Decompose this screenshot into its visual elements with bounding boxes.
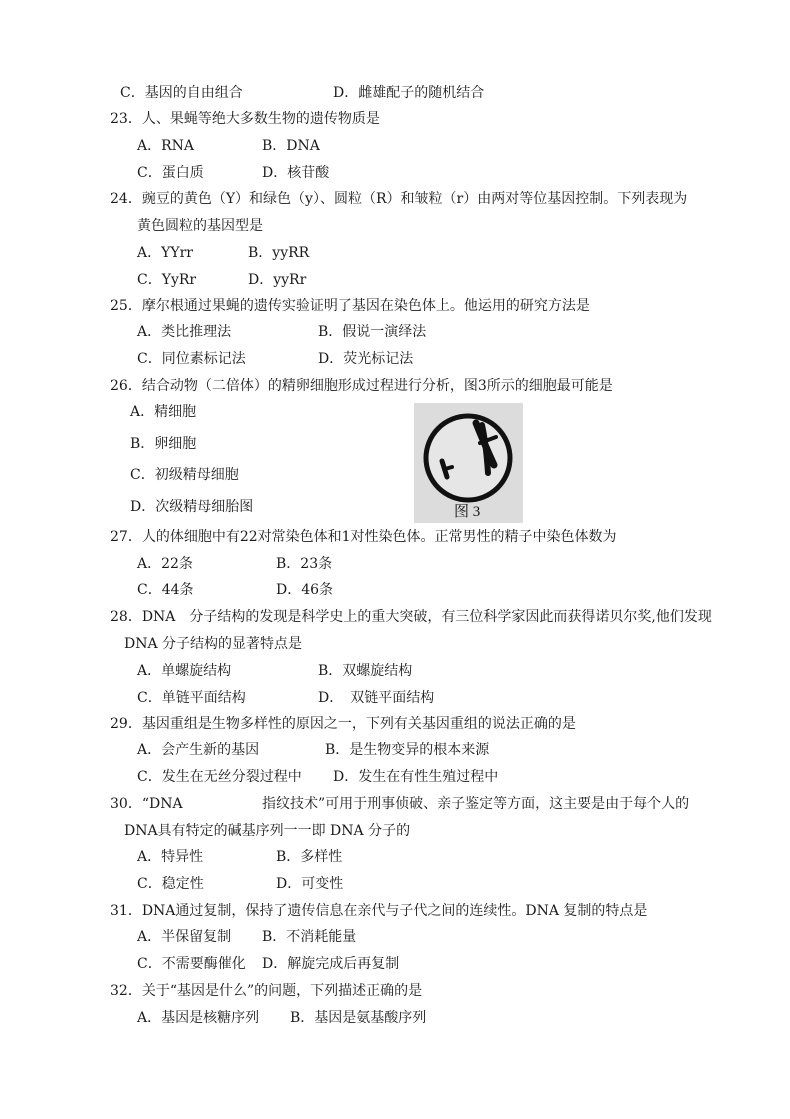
q26-option-b: B．卵细胞 xyxy=(130,436,197,452)
q30-stem-line1-end: 指纹技术”可用于刑事侦破、亲子鉴定等方面，这主要是由于每个人的 xyxy=(262,796,690,812)
q30-option-d: D．可变性 xyxy=(276,876,344,892)
q27-option-a: A．22条 xyxy=(137,556,193,572)
q23-option-a: A．RNA xyxy=(137,138,195,154)
q29-option-a: A．会产生新的基因 xyxy=(137,742,260,758)
q24-stem-line1: 24．豌豆的黄色（Y）和绿色（y）、圆粒（R）和皱粒（r）由两对等位基因控制。下列表现为 xyxy=(110,191,688,207)
q28-option-d: D． 双链平面结构 xyxy=(318,690,435,706)
q27-option-c: C．44条 xyxy=(137,582,194,598)
q22-option-c: C．基因的自由组合 xyxy=(120,85,243,101)
q30-option-c: C．稳定性 xyxy=(137,876,204,892)
q31-option-d: D．解旋完成后再复制 xyxy=(262,956,400,972)
q29-option-d: D．发生在有性生殖过程中 xyxy=(333,769,499,785)
q31-stem: 31．DNA通过复制，保持了遗传信息在亲代与子代之间的连续性。DNA 复制的特点是 xyxy=(110,903,648,919)
cell-membrane xyxy=(426,416,510,500)
figure-3-label: 图 3 xyxy=(454,504,481,520)
q32-option-b: B．基因是氨基酸序列 xyxy=(290,1010,427,1026)
q28-option-a: A．单螺旋结构 xyxy=(137,663,232,679)
q23-stem: 23．人、果蝇等绝大多数生物的遗传物质是 xyxy=(110,111,380,127)
q24-option-d: D．yyRr xyxy=(248,272,307,288)
q24-stem-line2: 黄色圆粒的基因型是 xyxy=(137,218,263,234)
q26-option-a: A．精细胞 xyxy=(130,404,197,420)
q25-option-a: A．类比推理法 xyxy=(137,324,232,340)
q31-option-b: B．不消耗能量 xyxy=(262,929,357,945)
q24-option-c: C．YyRr xyxy=(137,272,197,288)
q29-option-b: B．是生物变异的根本来源 xyxy=(325,742,490,758)
q27-option-b: B．23条 xyxy=(276,556,333,572)
q23-option-d: D．核苷酸 xyxy=(262,165,330,181)
q25-stem: 25．摩尔根通过果蝇的遗传实验证明了基因在染色体上。他运用的研究方法是 xyxy=(110,298,590,314)
q25-option-b: B．假说一演绎法 xyxy=(318,324,427,340)
q29-option-c: C．发生在无丝分裂过程中 xyxy=(137,769,302,785)
q32-stem: 32．关于“基因是什么”的问题，下列描述正确的是 xyxy=(110,983,423,999)
q22-option-d: D．雌雄配子的随机结合 xyxy=(333,85,485,101)
q24-option-b: B．yyRR xyxy=(248,245,310,261)
q26-option-d: D．次级精母细胎图 xyxy=(130,499,254,515)
q25-option-d: D．荧光标记法 xyxy=(318,351,414,367)
q32-option-a: A．基因是核糖序列 xyxy=(137,1010,260,1026)
q28-stem-line2: DNA 分子结构的显著特点是 xyxy=(124,636,303,652)
q28-option-c: C．单链平面结构 xyxy=(137,690,246,706)
q24-option-a: A．YYrr xyxy=(137,245,193,261)
q26-option-c: C．初级精母细胞 xyxy=(130,467,239,483)
q31-option-a: A．半保留复制 xyxy=(137,929,232,945)
q25-option-c: C．同位素标记法 xyxy=(137,351,246,367)
q26-stem: 26．结合动物（二倍体）的精卵细胞形成过程进行分析，图3所示的细胞最可能是 xyxy=(110,378,613,394)
q29-stem: 29．基因重组是生物多样性的原因之一，下列有关基因重组的说法正确的是 xyxy=(110,716,576,732)
q23-option-c: C．蛋白质 xyxy=(137,165,204,181)
q30-option-b: B．多样性 xyxy=(276,849,343,865)
figure-3-cell-diagram xyxy=(414,403,523,523)
q23-option-b: B．DNA xyxy=(262,138,320,154)
q28-stem-line1: 28．DNA 分子结构的发现是科学史上的重大突破，有三位科学家因此而获得诺贝尔奖,他们发现 xyxy=(110,609,712,625)
q28-option-b: B．双螺旋结构 xyxy=(318,663,413,679)
q27-option-d: D．46条 xyxy=(276,582,334,598)
q30-stem-line2: DNA具有特定的碱基序列一一即 DNA 分子的 xyxy=(124,823,411,839)
q31-option-c: C．不需要酶催化 xyxy=(137,956,246,972)
q27-stem: 27．人的体细胞中有22对常染色体和1对性染色体。正常男性的精子中染色体数为 xyxy=(110,529,617,545)
q30-option-a: A．特异性 xyxy=(137,849,204,865)
q30-stem-line1-start: 30．“DNA xyxy=(110,796,183,812)
